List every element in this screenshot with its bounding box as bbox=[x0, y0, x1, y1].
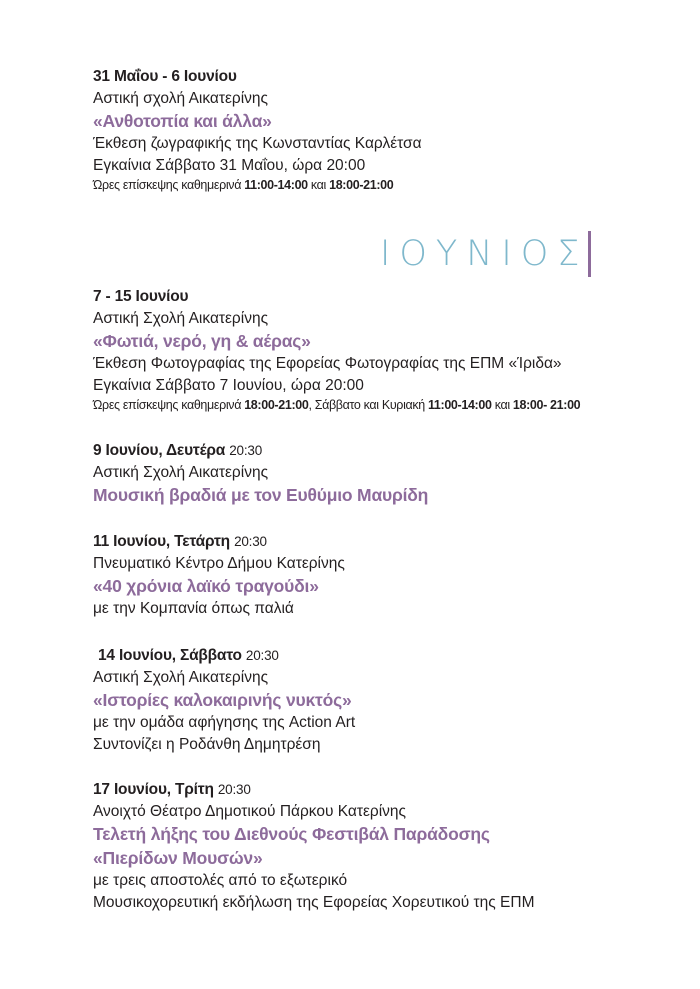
visiting-hours: Ώρες επίσκεψης καθημερινά 11:00-14:00 και 18:00-21:00 bbox=[93, 178, 394, 192]
month-header bbox=[380, 232, 591, 276]
event-detail: Εγκαίνια Σάββατο 31 Μαΐου, ώρα 20:00 bbox=[93, 156, 366, 174]
event-title: «Φωτιά, νερό, γη & αέρας» bbox=[93, 331, 311, 351]
event-detail: με την Κομπανία όπως παλιά bbox=[93, 600, 294, 617]
event-venue: Ανοιχτό Θέατρο Δημοτικού Πάρκου Κατερίνης bbox=[93, 802, 407, 820]
event-date: 11 Ιουνίου, Τετάρτη 20:30 bbox=[93, 533, 267, 550]
event-title: Τελετή λήξης του Διεθνούς Φεστιβάλ Παράδοσης bbox=[93, 824, 490, 844]
visiting-hours: Ώρες επίσκεψης καθημερινά 18:00-21:00, Σάββατο και Κυριακή 11:00-14:00 και 18:00- 21:00 bbox=[93, 398, 581, 412]
event-date: 7 - 15 Ιουνίου bbox=[93, 288, 189, 305]
event-date: 14 Ιουνίου, Σάββατο 20:30 bbox=[98, 647, 279, 664]
event-detail: Μουσικοχορευτική εκδήλωση της Εφορείας Χορευτικού της ΕΠΜ bbox=[93, 893, 535, 911]
event-fotia bbox=[93, 286, 580, 415]
event-time: 20:30 bbox=[229, 443, 263, 458]
event-date: 17 Ιουνίου, Τρίτη 20:30 bbox=[93, 781, 251, 798]
event-teleti-lixis bbox=[93, 779, 535, 913]
event-detail: Συντονίζει η Ροδάνθη Δημητρέση bbox=[93, 735, 321, 753]
event-detail: με τρεις αποστολές από το εξωτερικό bbox=[93, 872, 348, 889]
event-title: «40 χρόνια λαϊκό τραγούδι» bbox=[93, 576, 319, 596]
event-venue: Αστική Σχολή Αικατερίνης bbox=[93, 309, 269, 327]
event-title: «Ανθοτοπία και άλλα» bbox=[93, 111, 272, 131]
event-time: 20:30 bbox=[217, 782, 251, 797]
month-divider bbox=[588, 231, 591, 277]
month-title: ΙΟΥΝΙΟΣ bbox=[380, 234, 589, 274]
event-detail: Έκθεση Φωτογραφίας της Εφορείας Φωτογραφίας της ΕΠΜ «Ίριδα» bbox=[93, 355, 562, 372]
event-title: Μουσική βραδιά με τον Ευθύμιο Μαυρίδη bbox=[93, 485, 429, 505]
event-title: «Πιερίδων Μουσών» bbox=[93, 848, 263, 868]
event-laiko-tragoudi bbox=[93, 531, 345, 620]
event-date: 9 Ιουνίου, Δευτέρα 20:30 bbox=[93, 442, 263, 459]
event-detail: με την ομάδα αφήγησης της Action Art bbox=[93, 714, 356, 731]
event-anthotopia bbox=[93, 66, 422, 195]
event-venue: Πνευματικό Κέντρο Δήμου Κατερίνης bbox=[93, 554, 345, 572]
event-venue: Αστική Σχολή Αικατερίνης bbox=[93, 463, 269, 481]
event-detail: Εγκαίνια Σάββατο 7 Ιουνίου, ώρα 20:00 bbox=[93, 376, 364, 394]
event-mousiki-vradia bbox=[93, 440, 428, 507]
event-title: «Ιστορίες καλοκαιρινής νυκτός» bbox=[93, 690, 352, 710]
event-time: 20:30 bbox=[234, 534, 267, 549]
event-time: 20:30 bbox=[245, 648, 279, 663]
event-venue: Αστική Σχολή Αικατερίνης bbox=[93, 668, 269, 686]
event-date: 31 Μαΐου - 6 Ιουνίου bbox=[93, 68, 237, 85]
event-venue: Αστική σχολή Αικατερίνης bbox=[93, 89, 269, 107]
event-istories bbox=[93, 645, 356, 755]
event-detail: Έκθεση ζωγραφικής της Κωνσταντίας Καρλέτσα bbox=[93, 135, 422, 152]
